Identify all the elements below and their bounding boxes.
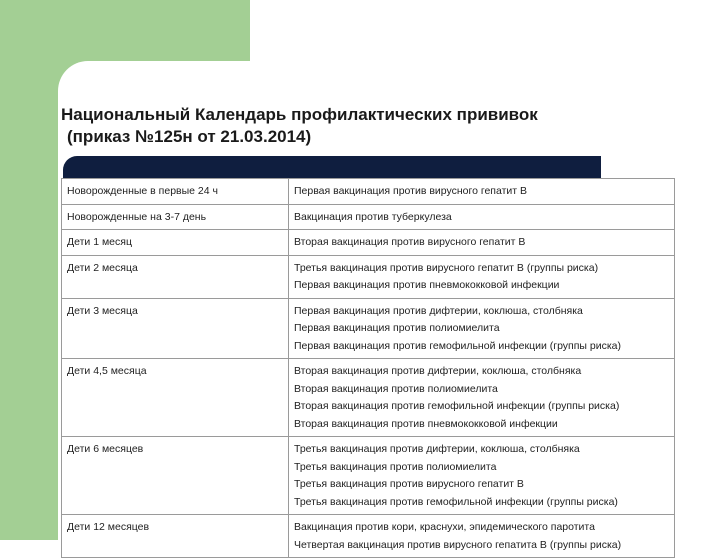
page-title	[61, 104, 681, 148]
title-line-2: (приказ №125н от 21.03.2014)	[67, 127, 312, 146]
vaccination-entry: Вторая вакцинация против гемофильной инфекции (группы риска)	[294, 400, 620, 412]
age-cell: Дети 4,5 месяца	[62, 359, 289, 437]
vaccination-cell	[289, 359, 675, 437]
vaccination-entry: Вторая вакцинация против пневмококковой инфекции	[294, 417, 558, 430]
vaccination-entry: Вторая вакцинация против полиомиелита	[294, 382, 498, 395]
vaccination-entry: Первая вакцинация против пневмококковой инфекции	[294, 279, 560, 291]
table-row	[62, 204, 675, 230]
vaccination-entry: Первая вакцинация против дифтерии, коклюша, столбняка	[294, 304, 583, 317]
age-cell: Новорожденные на 3-7 день	[62, 204, 289, 230]
table-row	[62, 298, 675, 359]
age-cell: Дети 1 месяц	[62, 230, 289, 256]
vaccination-entry: Вакцинация против кори, краснухи, эпидемического паротита	[294, 521, 595, 533]
vaccination-entry: Первая вакцинация против полиомиелита	[294, 322, 500, 334]
vaccination-entry: Третья вакцинация против вирусного гепатит В	[294, 478, 524, 490]
vaccination-cell	[289, 255, 675, 298]
vaccination-table-container	[61, 178, 675, 558]
vaccination-table	[61, 178, 675, 558]
title-line-1: Национальный Календарь профилактических прививок	[61, 105, 538, 124]
age-cell: Новорожденные в первые 24 ч	[62, 179, 289, 205]
vaccination-table-body	[62, 179, 675, 558]
vaccination-entry: Третья вакцинация против полиомиелита	[294, 460, 497, 473]
vaccination-entry: Первая вакцинация против гемофильной инфекции (группы риска)	[294, 339, 621, 352]
vaccination-entry: Четвертая вакцинация против вирусного гепатита В (группы риска)	[294, 538, 622, 551]
age-cell: Дети 12 месяцев	[62, 515, 289, 558]
vaccination-entry: Третья вакцинация против дифтерии, коклюша, столбняка	[294, 443, 580, 455]
table-row	[62, 230, 675, 256]
decorative-header-bar	[63, 156, 601, 180]
vaccination-cell	[289, 298, 675, 359]
age-cell: Дети 6 месяцев	[62, 437, 289, 515]
table-row	[62, 179, 675, 205]
vaccination-cell	[289, 204, 675, 230]
vaccination-cell	[289, 230, 675, 256]
vaccination-entry: Вторая вакцинация против вирусного гепатит В	[294, 236, 526, 248]
vaccination-cell	[289, 515, 675, 558]
table-row	[62, 359, 675, 437]
table-row	[62, 255, 675, 298]
vaccination-entry: Третья вакцинация против гемофильной инфекции (группы риска)	[294, 495, 618, 508]
vaccination-cell	[289, 437, 675, 515]
table-row	[62, 437, 675, 515]
age-cell: Дети 3 месяца	[62, 298, 289, 359]
vaccination-entry: Третья вакцинация против вирусного гепатит В (группы риска)	[294, 261, 599, 274]
vaccination-entry: Вторая вакцинация против дифтерии, коклюша, столбняка	[294, 365, 582, 377]
vaccination-cell	[289, 179, 675, 205]
table-row	[62, 515, 675, 558]
vaccination-entry: Первая вакцинация против вирусного гепатит В	[294, 185, 528, 197]
age-cell: Дети 2 месяца	[62, 255, 289, 298]
vaccination-entry: Вакцинация против туберкулеза	[294, 210, 452, 223]
